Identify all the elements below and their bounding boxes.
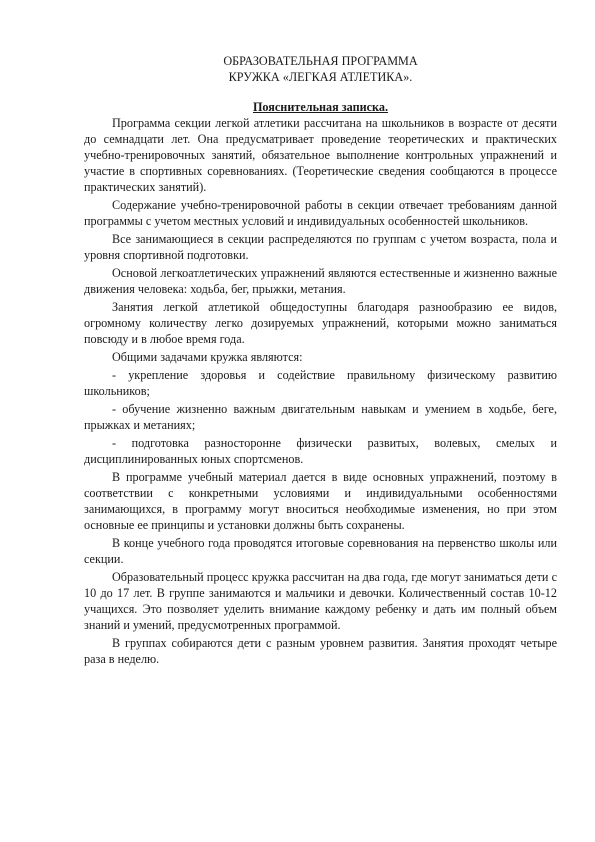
- document-body: [84, 53, 557, 667]
- document-title-line-2: КРУЖКА «ЛЕГКАЯ АТЛЕТИКА».: [228, 70, 413, 84]
- paragraph-7: В программе учебный материал дается в виде основных упражнений, поэтому в соответствии с конкретными условиями и индивидуальными особенностями занимающихся, в программу могут вноситься необходимые изменения, но при этом основные ее принципы и установки должны быть сохранены.: [84, 470, 557, 532]
- paragraph-3: Все занимающиеся в секции распределяются по группам с учетом возраста, пола и уровня спортивной подготовки.: [84, 232, 557, 262]
- paragraph-9: Образовательный процесс кружка рассчитан на два года, где могут заниматься дети с 10 до 17 лет. В группе занимаются и мальчики и девочки. Количественный состав 10-12 учащихся. Это позволяет уделить внимание каждому ребенку и дать им полный объем знаний и умений, предусмотренных программой.: [84, 570, 557, 632]
- document-title-line-1: ОБРАЗОВАТЕЛЬНАЯ ПРОГРАММА: [223, 54, 418, 68]
- paragraph-6: Общими задачами кружка являются:: [112, 350, 303, 364]
- paragraph-5: Занятия легкой атлетикой общедоступны благодаря разнообразию ее видов, огромному количеству легко дозируемых упражнений, которыми можно заниматься повсюду и в любое время года.: [84, 300, 557, 346]
- list-item-1: - укрепление здоровья и содействие правильному физическому развитию школьников;: [84, 368, 557, 398]
- paragraph-1: Программа секции легкой атлетики рассчитана на школьников в возрасте от десяти до семнадцати лет. Она предусматривает проведение теоретических и практических учебно-тренировочных занятий, обязательное выполнение контрольных упражнений и участие в спортивных соревнованиях. (Теоретические сведения сообщаются в процессе практических занятий).: [84, 116, 557, 194]
- section-heading: [84, 99, 557, 115]
- list-item-3: - подготовка разносторонне физически развитых, волевых, смелых и дисциплинированных юных спортсменов.: [84, 436, 557, 466]
- list-item-2: - обучение жизненно важным двигательным навыкам и умением в ходьбе, беге, прыжках и метаниях;: [84, 402, 557, 432]
- paragraph-4: Основой легкоатлетических упражнений являются естественные и жизненно важные движения человека: ходьба, бег, прыжки, метания.: [84, 266, 557, 296]
- paragraph-2: Содержание учебно-тренировочной работы в секции отвечает требованиям данной программы с учетом местных условий и индивидуальных особенностей школьников.: [84, 198, 557, 228]
- paragraph-10: В группах собираются дети с разным уровнем развития. Занятия проходят четыре раза в неделю.: [84, 636, 557, 666]
- paragraph-8: В конце учебного года проводятся итоговые соревнования на первенство школы или секции.: [84, 536, 557, 566]
- section-heading-text: Пояснительная записка.: [252, 100, 389, 114]
